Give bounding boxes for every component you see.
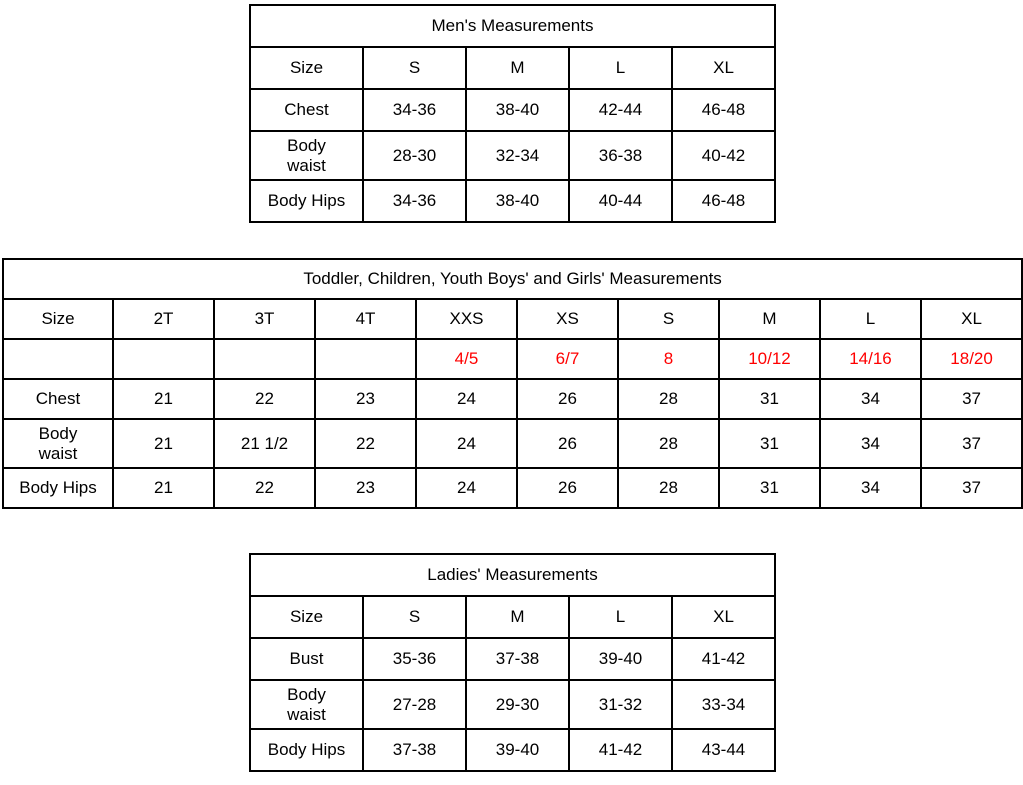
ladies-bust-s: 35-36 [363, 638, 466, 680]
kids-hips-m: 31 [719, 468, 820, 508]
mens-col-header-size: Size [250, 47, 363, 89]
mens-waist-xl: 40-42 [672, 131, 775, 180]
ladies-hips-xl: 43-44 [672, 729, 775, 771]
kids-waist-4t: 22 [315, 419, 416, 468]
table-row [250, 638, 775, 680]
ladies-waist-m: 29-30 [466, 680, 569, 729]
mens-chest-m: 38-40 [466, 89, 569, 131]
mens-waist-l: 36-38 [569, 131, 672, 180]
kids-hips-xxs: 24 [416, 468, 517, 508]
table-row [250, 729, 775, 771]
kids-chest-2t: 21 [113, 379, 214, 419]
kids-col-header-3t: 3T [214, 299, 315, 339]
kids-col-header-m: M [719, 299, 820, 339]
kids-chest-l: 34 [820, 379, 921, 419]
mens-chest-s: 34-36 [363, 89, 466, 131]
kids-numeric-size-s: 8 [618, 339, 719, 379]
table-row [3, 259, 1022, 299]
kids-table-title: Toddler, Children, Youth Boys' and Girls' Measurements [3, 259, 1022, 299]
table-row [250, 596, 775, 638]
mens-col-header-l: L [569, 47, 672, 89]
kids-waist-l: 34 [820, 419, 921, 468]
kids-col-header-xl: XL [921, 299, 1022, 339]
kids-hips-3t: 22 [214, 468, 315, 508]
ladies-measurements-table-container [249, 553, 776, 772]
kids-hips-2t: 21 [113, 468, 214, 508]
kids-numeric-size-m: 10/12 [719, 339, 820, 379]
kids-row-label-body-waist: Body waist [3, 419, 113, 468]
kids-hips-s: 28 [618, 468, 719, 508]
mens-hips-m: 38-40 [466, 180, 569, 222]
mens-chest-l: 42-44 [569, 89, 672, 131]
kids-chest-xl: 37 [921, 379, 1022, 419]
kids-chest-m: 31 [719, 379, 820, 419]
kids-chest-4t: 23 [315, 379, 416, 419]
ladies-hips-l: 41-42 [569, 729, 672, 771]
kids-col-header-xxs: XXS [416, 299, 517, 339]
table-row [250, 5, 775, 47]
table-row [3, 339, 1022, 379]
ladies-row-label-body-waist: Body waist [250, 680, 363, 729]
kids-col-header-l: L [820, 299, 921, 339]
table-row [3, 299, 1022, 339]
ladies-bust-m: 37-38 [466, 638, 569, 680]
kids-row-label-chest: Chest [3, 379, 113, 419]
table-row [250, 47, 775, 89]
kids-measurements-table-container [2, 258, 1023, 509]
mens-measurements-table-container [249, 4, 776, 223]
table-row [250, 180, 775, 222]
kids-row-label-body-hips: Body Hips [3, 468, 113, 508]
table-row [250, 131, 775, 180]
mens-measurements-table [249, 4, 776, 223]
kids-numeric-size-xs: 6/7 [517, 339, 618, 379]
ladies-table-title: Ladies' Measurements [250, 554, 775, 596]
kids-numeric-size-blank-0 [3, 339, 113, 379]
table-row [250, 554, 775, 596]
mens-waist-s: 28-30 [363, 131, 466, 180]
kids-numeric-size-3t [214, 339, 315, 379]
kids-hips-4t: 23 [315, 468, 416, 508]
kids-waist-3t: 21 1/2 [214, 419, 315, 468]
mens-waist-m: 32-34 [466, 131, 569, 180]
mens-hips-s: 34-36 [363, 180, 466, 222]
mens-col-header-s: S [363, 47, 466, 89]
ladies-hips-s: 37-38 [363, 729, 466, 771]
mens-col-header-m: M [466, 47, 569, 89]
ladies-col-header-m: M [466, 596, 569, 638]
kids-waist-xs: 26 [517, 419, 618, 468]
kids-numeric-size-xxs: 4/5 [416, 339, 517, 379]
table-row [3, 468, 1022, 508]
table-row [250, 89, 775, 131]
mens-row-label-chest: Chest [250, 89, 363, 131]
ladies-col-header-s: S [363, 596, 466, 638]
ladies-col-header-l: L [569, 596, 672, 638]
table-row [3, 379, 1022, 419]
kids-numeric-size-2t [113, 339, 214, 379]
kids-chest-xs: 26 [517, 379, 618, 419]
mens-chest-xl: 46-48 [672, 89, 775, 131]
ladies-bust-xl: 41-42 [672, 638, 775, 680]
kids-chest-3t: 22 [214, 379, 315, 419]
kids-col-header-size: Size [3, 299, 113, 339]
ladies-row-label-bust: Bust [250, 638, 363, 680]
kids-waist-2t: 21 [113, 419, 214, 468]
kids-measurements-table [2, 258, 1023, 509]
mens-row-label-body-waist: Body waist [250, 131, 363, 180]
ladies-waist-xl: 33-34 [672, 680, 775, 729]
kids-hips-xs: 26 [517, 468, 618, 508]
kids-col-header-s: S [618, 299, 719, 339]
table-row [3, 419, 1022, 468]
mens-row-label-body-hips: Body Hips [250, 180, 363, 222]
kids-waist-xl: 37 [921, 419, 1022, 468]
ladies-row-label-body-hips: Body Hips [250, 729, 363, 771]
ladies-waist-l: 31-32 [569, 680, 672, 729]
table-row [250, 680, 775, 729]
kids-hips-xl: 37 [921, 468, 1022, 508]
ladies-col-header-size: Size [250, 596, 363, 638]
ladies-col-header-xl: XL [672, 596, 775, 638]
kids-chest-xxs: 24 [416, 379, 517, 419]
kids-col-header-2t: 2T [113, 299, 214, 339]
kids-numeric-size-xl: 18/20 [921, 339, 1022, 379]
kids-hips-l: 34 [820, 468, 921, 508]
ladies-waist-s: 27-28 [363, 680, 466, 729]
mens-hips-l: 40-44 [569, 180, 672, 222]
ladies-hips-m: 39-40 [466, 729, 569, 771]
ladies-measurements-table [249, 553, 776, 772]
kids-waist-s: 28 [618, 419, 719, 468]
kids-numeric-size-4t [315, 339, 416, 379]
kids-waist-xxs: 24 [416, 419, 517, 468]
ladies-bust-l: 39-40 [569, 638, 672, 680]
mens-hips-xl: 46-48 [672, 180, 775, 222]
kids-chest-s: 28 [618, 379, 719, 419]
kids-waist-m: 31 [719, 419, 820, 468]
kids-col-header-4t: 4T [315, 299, 416, 339]
kids-numeric-size-l: 14/16 [820, 339, 921, 379]
mens-table-title: Men's Measurements [250, 5, 775, 47]
mens-col-header-xl: XL [672, 47, 775, 89]
kids-col-header-xs: XS [517, 299, 618, 339]
